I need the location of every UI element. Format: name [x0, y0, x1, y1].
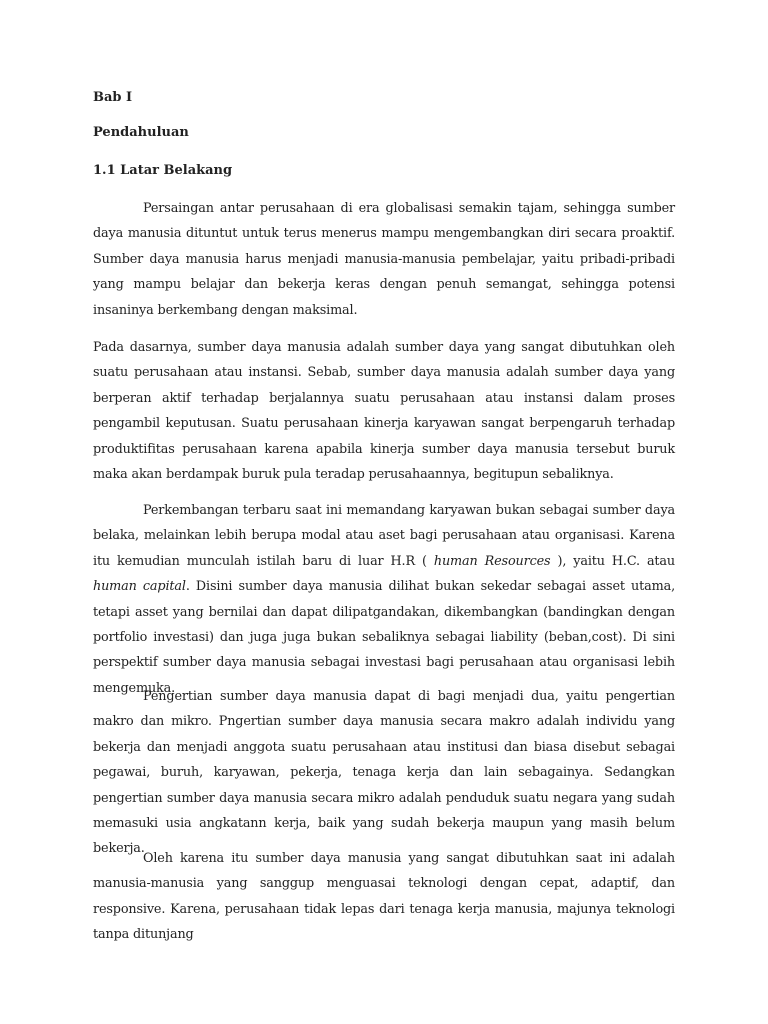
- chapter-heading: Bab I: [93, 90, 133, 105]
- chapter-title: Pendahuluan: [93, 125, 189, 140]
- paragraph-4: Pengertian sumber daya manusia dapat di bagi menjadi dua, yaitu pengertian makro dan mikro. Pngertian sumber daya manusia secara makro adalah individu yang bekerja dan menjadi anggota suatu perusahaan atau institusi dan biasa disebut sebagai pegawai, buruh, karyawan, pekerja, tenaga kerja dan lain sebagainya. Sedangkan pengertian sumber daya manusia secara mikro adalah penduduk suatu negara yang sudah memasuki usia angkatann kerja, baik yang sudah bekerja maupun yang masih belum bekerja.: [93, 689, 675, 857]
- paragraph-3-italic-human-capital: human capital: [93, 579, 186, 595]
- paragraph-3-text-a: Perkembangan terbaru saat ini memandang karyawan bukan sebagai sumber daya belaka, melainkan lebih berupa modal atau aset bagi perusahaan atau organisasi. Karena itu kemudian munculah istilah baru di luar H.R (: [93, 503, 675, 569]
- paragraph-3-text-c: . Disini sumber daya manusia dilihat bukan sekedar sebagai asset utama, tetapi asset yang bernilai dan dapat dilipatgandakan, dikembangkan (bandingkan dengan portfolio investasi) dan juga juga bukan sebaliknya sebagai liability (beban,cost). Di sini perspektif sumber daya manusia sebagai investasi bagi perusahaan atau organisasi lebih mengemuka.: [93, 579, 675, 696]
- paragraph-3-text-b: ), yaitu H.C. atau: [550, 553, 675, 569]
- paragraph-2: Pada dasarnya, sumber daya manusia adalah sumber daya yang sangat dibutuhkan oleh suatu perusahaan atau instansi. Sebab, sumber daya manusia adalah sumber daya yang berperan aktif terhadap berjalannya suatu perusahaan atau instansi dalam proses pengambil keputusan. Suatu perusahaan kinerja karyawan sangat berpengaruh terhadap produktifitas perusahaan karena apabila kinerja sumber daya manusia tersebut buruk maka akan berdampak buruk pula teradap perusahaannya, begitupun sebaliknya.: [93, 340, 675, 483]
- paragraph-3-italic-human-resources: human Resources: [433, 553, 551, 569]
- section-heading: 1.1 Latar Belakang: [93, 163, 233, 178]
- paragraph-3: [93, 498, 675, 701]
- paragraph-1: Persaingan antar perusahaan di era globalisasi semakin tajam, sehingga sumber daya manusia dituntut untuk terus menerus mampu mengembangkan diri secara proaktif. Sumber daya manusia harus menjadi manusia-manusia pembelajar, yaitu pribadi-pribadi yang mampu belajar dan bekerja keras dengan penuh semangat, sehingga potensi insaninya berkembang dengan maksimal.: [93, 201, 675, 318]
- paragraph-5: Oleh karena itu sumber daya manusia yang sangat dibutuhkan saat ini adalah manusia-manusia yang sanggup menguasai teknologi dengan cepat, adaptif, dan responsive. Karena, perusahaan tidak lepas dari tenaga kerja manusia, majunya teknologi tanpa ditunjang: [93, 851, 675, 943]
